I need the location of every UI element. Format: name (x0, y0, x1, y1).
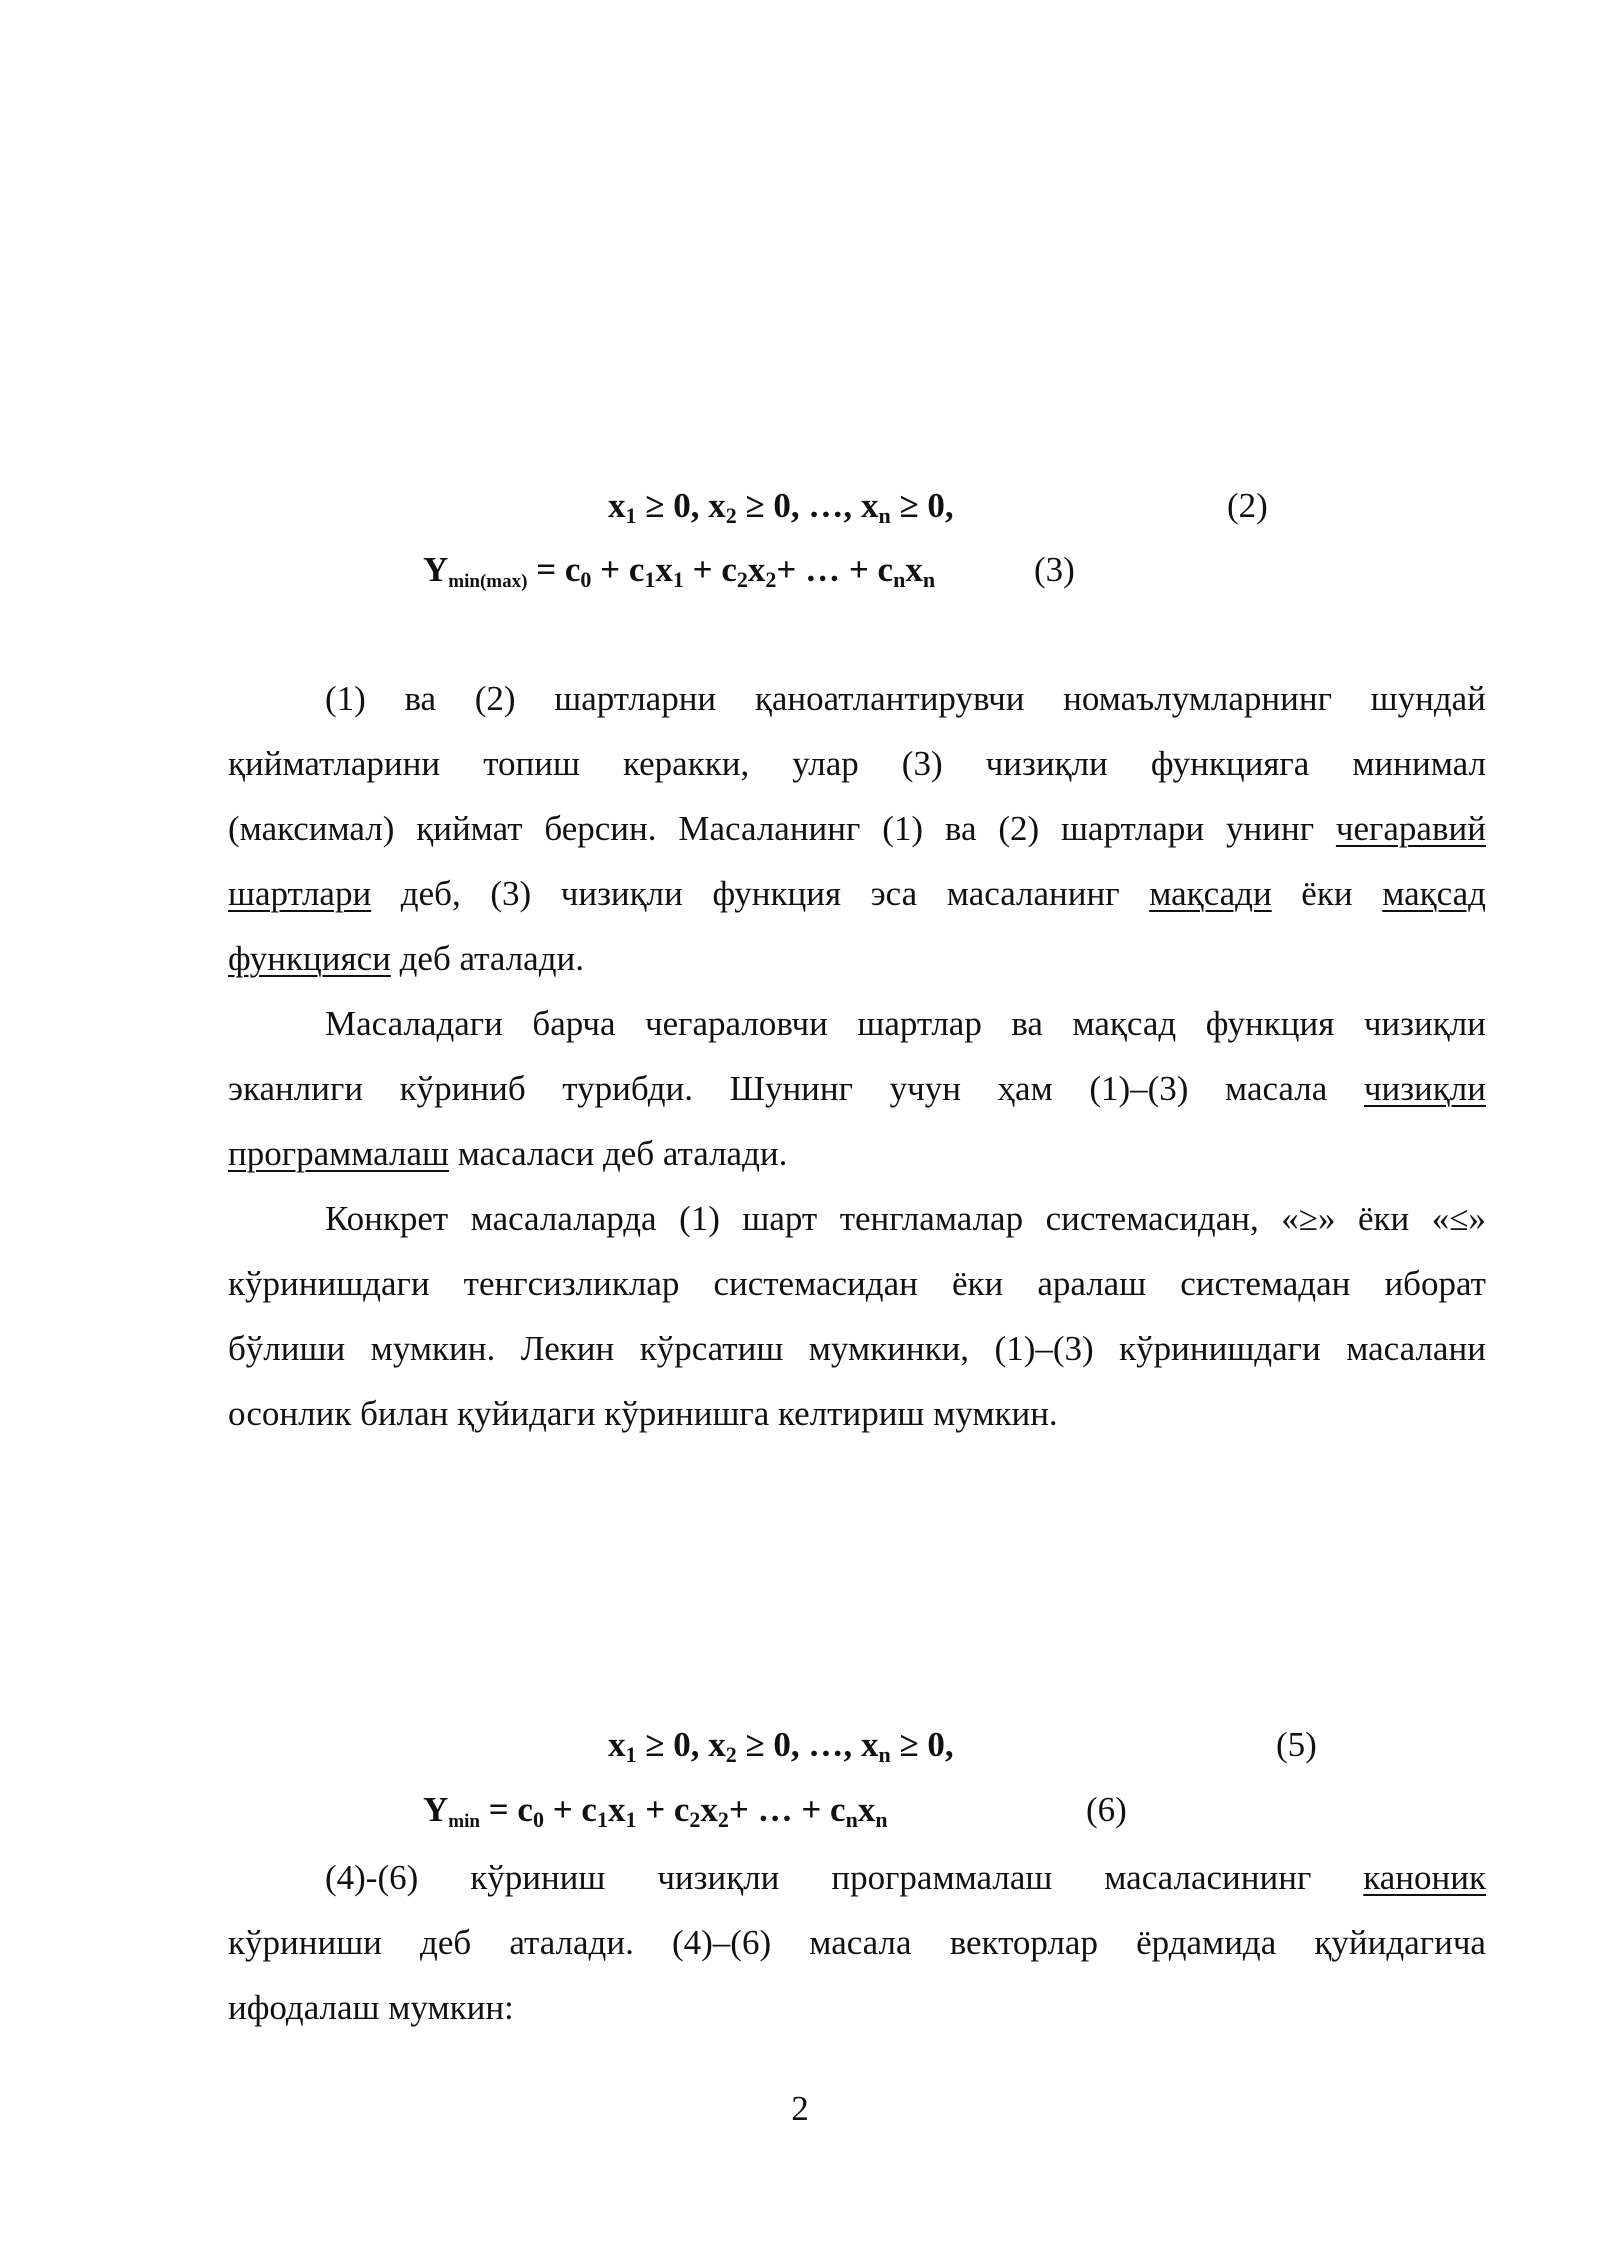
underlined-term: функцияси (228, 939, 391, 978)
text-line: кўриниши деб аталади. (4)–(6) масала векторлар ёрдамида қуйидагича (228, 1923, 1486, 1962)
underlined-term: шартлари (228, 874, 372, 913)
text-line: (максимал) қиймат берсин. Масаланинг (1) ва (2) шартлари унинг чегаравий (228, 796, 1486, 861)
underlined-term: мақсади (1149, 874, 1272, 913)
paragraph-1 (228, 666, 1486, 991)
text-line: эканлиги кўриниб турибди. Шунинг учун ҳам (1)–(3) масала чизиқли (228, 1056, 1486, 1121)
formula-3: $Y_{min(max)} = c_0 + c_1x_1 + c_2x_2+$ … + $c_nx_n$ (423, 550, 936, 592)
underlined-term: каноник (1363, 1858, 1486, 1897)
underlined-term: чизиқли (1363, 1069, 1486, 1108)
underlined-term: чегаравий (1335, 809, 1486, 848)
formula-6: $Y_{min} = c_0 + c_1x_1 + c_2x_2+$ … + $c_nx_n$ (423, 1790, 888, 1832)
equation-number-3: (3) (1034, 550, 1075, 589)
paragraph-4 (228, 1845, 1486, 2040)
text-line: программалаш масаласи деб аталади. (228, 1134, 788, 1173)
text-line: қийматларини топиш керакки, улар (3) чизиқли функцияга минимал (228, 744, 1486, 783)
equation-number-6: (6) (1086, 1790, 1127, 1829)
text-line: (1) ва (2) шартларни қаноатлантирувчи номаълумларнинг шундай (325, 679, 1486, 718)
text-line: осонлик билан қуйидаги кўринишга келтириш мумкин. (228, 1394, 1058, 1433)
paragraph-3 (228, 1186, 1486, 1446)
formula-2: $x_1 \ge 0$, $x_2 \ge 0$, …, $x_n \ge 0$, (608, 486, 954, 528)
text-line: Конкрет масалаларда (1) шарт тенгламалар системасидан, «≥» ёки «≤» (325, 1199, 1486, 1238)
text-line: функцияси деб аталади. (228, 939, 585, 978)
underlined-term: мақсад (1382, 874, 1486, 913)
equation-number-5: (5) (1276, 1725, 1317, 1764)
paragraph-2 (228, 991, 1486, 1186)
formula-5: $x_1 \ge 0$, $x_2 \ge 0$, …, $x_n \ge 0$, (608, 1725, 954, 1767)
text-line: ифодалаш мумкин: (228, 1988, 514, 2027)
underlined-term: программалаш (228, 1134, 449, 1173)
page-number: 2 (791, 2089, 809, 2128)
equation-number-2: (2) (1227, 486, 1268, 525)
text-line: (4)-(6) кўриниш чизиқли программалаш масаласининг каноник (228, 1845, 1486, 1910)
text-line: Масаладаги барча чегараловчи шартлар ва мақсад функция чизиқли (325, 1004, 1486, 1043)
text-line: бўлиши мумкин. Лекин кўрсатиш мумкинки, (1)–(3) кўринишдаги масалани (228, 1329, 1486, 1368)
text-line: кўринишдаги тенгсизликлар системасидан ёки аралаш системадан иборат (228, 1264, 1486, 1303)
text-line: шартлари деб, (3) чизиқли функция эса масаланинг мақсади ёки мақсад (228, 861, 1486, 926)
